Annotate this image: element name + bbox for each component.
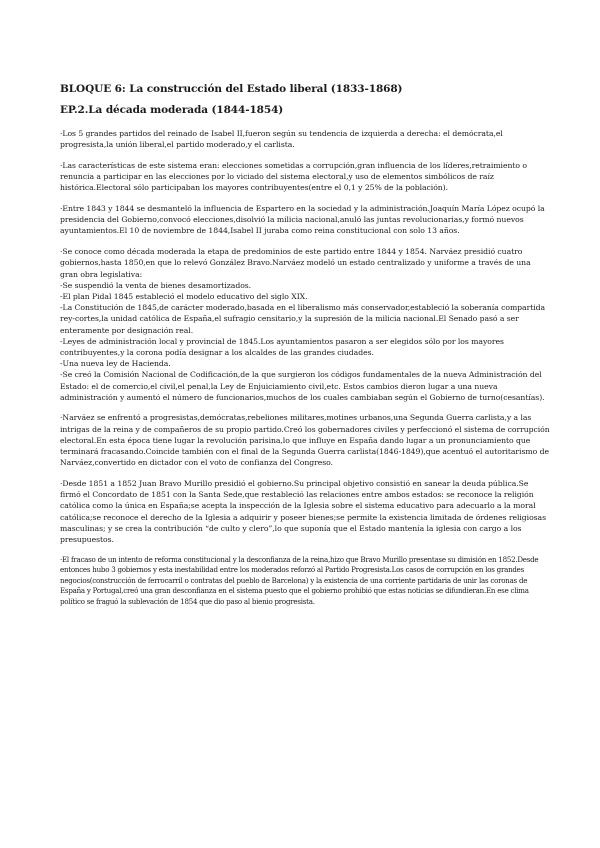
paragraph-narvaez: ·Narváez se enfrentó a progresistas,demócratas,rebeliones militares,motines urbanos,una Segunda Guerra carlista,y a las intrigas de la reina y de compañeros de su propio partido.Creó los gobernadores civiles y perfeccionó el sistema de corrupción electoral.En esta época tiene lugar la revolución parisina,lo que influye en España dando lugar a un pronunciamiento que terminará fracasando.Coincide también con el final de la Segunda Guerra carlista(1846-1849),que acentuó el autoritarismo de Narváez,convertido en dictador con el voto de confianza del Congreso. [60,413,550,468]
list-item: -El plan Pidal 1845 estableció el modelo educativo del siglo XIX. [60,291,308,301]
paragraph-crisis-1854: ·El fracaso de un intento de reforma constitucional y la desconfianza de la reina,hizo que Bravo Murillo presentase su dimisión en 1852.Desde entonces hubo 3 gobiernos y esta inestabilidad entre los moderados reforzó al Partido Progresista.Los casos de corrupción en los grandes negocios(construcción de ferrocarril o contratas del pueblo de Barcelona) y la existencia de una corriente partidaria de unir las coronas de España y Portugal,creó una gran desconfianza en el sistema puesto que el gobierno prohibió que estas noticias se difundieran.En ese clima político se fraguó la sublevación de 1854 que dio paso al bienio progresista. [60,554,539,606]
paragraph-parties: ·Los 5 grandes partidos del reinado de Isabel II,fueron según su tendencia de izquierda a derecha: el demócrata,el progresista,la unión liberal,el partido moderado,y el carlista. [60,129,503,150]
list-item: -Leyes de administración local y provincial de 1845.Los ayuntamientos pasaron a ser elegidos sólo por los mayores contribuyentes,y la corona podía designar a los alcaldes de las grandes ciudades. [60,336,504,357]
list-item: -Una nueva ley de Hacienda. [60,359,171,369]
paragraph-moderate-decade [60,246,550,403]
list-item: -Se creó la Comisión Nacional de Codificación,de la que surgieron los códigos fundamentales de la nueva Administración del Estado: el de comercio,el civil,el penal,la Ley de Enjuiciamiento civil,etc. Estos cambios dieron lugar a una nueva administración y aumentó el número de funcionarios,muchos de los cuales cambiaban según el Gobierno de turno(cesantías). [60,370,545,402]
list-item: -Se suspendió la venta de bienes desamortizados. [60,280,252,290]
paragraph-1843-1844: ·Entre 1843 y 1844 se desmanteló la influencia de Espartero en la sociedad y la administración.Joaquín María López ocupó la presidencia del Gobierno,convocó elecciones,disolvió la milicia nacional,anuló las juntas revolucionarias,y formó nuevos ayuntamientos.El 10 de noviembre de 1844,Isabel II juraba como reina constitucional con solo 13 años. [60,204,545,236]
list-item: -La Constitución de 1845,de carácter moderado,basada en el liberalismo más conservador,estableció la soberanía compartida rey-cortes,la unidad católica de España,el sufragio censitario,y la supresión de la milicia nacional.El Senado pasó a ser enteramente por designación real. [60,303,546,335]
paragraph-bravo-murillo: ·Desde 1851 a 1852 Juan Bravo Murillo presidió el gobierno.Su principal objetivo consistió en sanear la deuda pública.Se firmó el Concordato de 1851 con la Santa Sede,que restableció las relaciones entre ambos estados: se reconoce la religión católica como la única en España;se acepta la inspección de la Iglesia sobre el sistema educativo para adecuarlo a la moral católica;se reconoce el derecho de la Iglesia a adquirir y poseer bienes;se permite la existencia limitada de órdenes religiosas masculinas; y se crea la contribución “de culto y clero”,lo que suponía que el Estado mantenía la iglesia con cargo a los presupuestos. [60,478,546,544]
paragraph-system: ·Las características de este sistema eran: elecciones sometidas a corrupción,gran influencia de los líderes,retraimiento o renuncia a participar en las elecciones por lo viciado del sistema electoral,y uso de elementos simbólicos de raíz histórica.Electoral sólo participaban los mayores contribuyentes(entre el 0,1 y 25% de la población). [60,160,527,193]
legislation-list [60,280,550,403]
section-heading: EP.2.La década moderada (1844-1854) [60,104,284,116]
document-body [60,83,550,617]
paragraph-intro: ·Se conoce como década moderada la etapa de predominios de este partido entre 1844 y 1854. Narváez presidió cuatro gobiernos,hasta 1850,en que lo relevó González Bravo.Narváez modeló un estado centralizado y uniforme a través de una gran obra legislativa: [60,247,531,279]
small-text-block [60,555,550,608]
document-title: BLOQUE 6: La construcción del Estado liberal (1833-1868) [60,83,403,95]
